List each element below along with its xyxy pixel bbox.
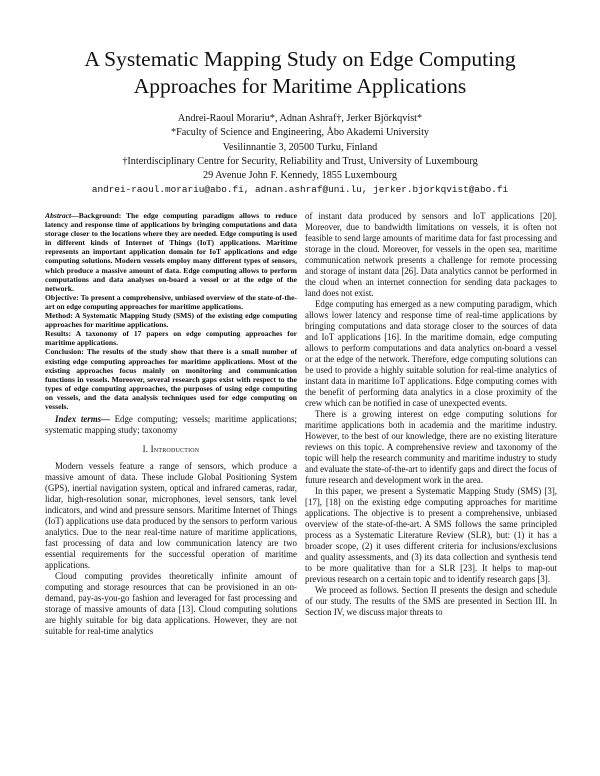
intro-paragraph-2: Cloud computing provides theoretically infinite amount of computing and storage resources that can be provisioned in an on-demand, pay-as-you-go fashion and leveraged for fast processing and storage of massive amounts of data [13]. Cloud computing solutions are highly suitable for big data applications. However, they are not suitable for real-time analytics — [45, 571, 297, 637]
affiliation-1-address: Vesilinnantie 3, 20500 Turku, Finland — [222, 141, 378, 153]
left-column — [45, 211, 297, 637]
author-block — [40, 112, 560, 198]
section-heading-introduction: I. Introduction — [142, 444, 200, 455]
right-paragraph-4: In this paper, we present a Systematic Mapping Study (SMS) [3], [17], [18] on the existing edge computing approaches for maritime applications. The objective is to present a comprehensive, unbiased overview of the state-of-the-art. A SMS follows the same principled process as a Systematic Literature Review (SLR), but: (1) it has a broader scope, (2) it uses different criteria for inclusions/exclusions and quality assessments, and (3) its data collection and synthesis tend to be more qualitative than for a SLR [23]. It helps to map-out previous research on a certain topic and to identify research gaps [3]. — [305, 486, 557, 584]
title-line-1: A Systematic Mapping Study on Edge Computing — [84, 47, 516, 71]
affiliation-1: *Faculty of Science and Engineering, Åbo Akademi University — [170, 127, 430, 139]
index-terms-text: Edge computing; vessels; maritime applications; systematic mapping study; taxonomy — [45, 414, 297, 436]
abstract — [45, 211, 297, 411]
right-paragraph-1: of instant data produced by sensors and IoT applications [20]. Moreover, due to bandwidth limitations on vessels, it is often not feasible to send large amounts of maritime data for fast processing and storage in the cloud. Moreover, for vessels in the open sea, maritime communication network presents a challenge for remote processing and storage of instant data [26]. Data analytics cannot be performed in the cloud when an internet connection for sending data packages to land does not exist. — [305, 211, 557, 298]
abstract-label: Abstract — [45, 211, 72, 220]
index-terms — [45, 414, 297, 436]
author-emails: andrei-raoul.morariu@abo.fi, adnan.ashraf@uni.lu, jerker.bjorkqvist@abo.fi — [91, 184, 509, 196]
author-names: Andrei-Raoul Morariu*, Adnan Ashraf†, Jerker Björkqvist* — [177, 113, 423, 124]
paper-title — [40, 46, 560, 100]
index-terms-label: Index terms— — [55, 414, 110, 425]
abstract-background: —Background: The edge computing paradigm allows to reduce latency and response time of applications by bringing computations and data storage closer to the locations where they are needed. Edge computing is used in different kinds of Internet of Things (IoT) applications. Maritime represents an important application domain for IoT applications and edge computing solutions. Modern vessels employ many different types of sensors, which produce a massive amount of data. Edge computing allows to perform computations and data analyses on-board a vessel or at the edge of the network. — [45, 211, 297, 293]
abstract-method: Method: A Systematic Mapping Study (SMS) of the existing edge computing approaches for maritime applications. — [45, 311, 297, 330]
abstract-objective: Objective: To present a comprehensive, unbiased overview of the state-of-the-art on edge computing approaches for maritime applications. — [45, 292, 297, 311]
affiliation-2-address: 29 Avenue John F. Kennedy, 1855 Luxembourg — [203, 170, 397, 182]
right-paragraph-3: There is a growing interest on edge computing solutions for maritime applications both in academia and the maritime industry. However, to the best of our knowledge, there are no existing literature reviews on this topic. A comprehensive review and taxonomy of the topic will help the research community and maritime industry to study and evaluate the state-of-the-art to identify gaps and direct the focus of future research and development work in the area. — [305, 409, 557, 485]
right-column — [305, 211, 557, 618]
affiliation-2: †Interdisciplinary Centre for Security, Reliability and Trust, University of Luxembourg — [122, 155, 478, 167]
right-paragraph-2: Edge computing has emerged as a new computing paradigm, which allows lower latency and response time of real-time applications by bringing computations and data storage closer to the sources of data and IoT applications [16]. In the maritime domain, edge computing allows to perform computations and data analytics on-board a vessel or at the edge of the network. Therefore, edge computing solutions can be used to provide a highly suitable solution for real-time analytics of instant data in maritime IoT applications. Edge computing comes with the benefit of performing data analytics in a close proximity of the crew which can be notified in case of unexpected events. — [305, 299, 557, 408]
abstract-conclusion: Conclusion: The results of the study show that there is a small number of existing edge computing approaches for maritime applications. Most of the existing approaches focus mainly on monitoring and communication functions in vessels. Moreover, several research gaps exist with respect to the types of edge computing approaches, the purposes of using edge computing on vessels, and the data analysis techniques used for edge computing on vessels. — [45, 347, 297, 411]
intro-paragraph-1: Modern vessels feature a range of sensors, which produce a massive amount of data. These include Global Positioning System (GPS), inertial navigation system, optical and infrared cameras, radar, lidar, high-resolution sonar, microphones, level sensors, tank level indicators, and wind and pressure sensors. Maritime Internet of Things (IoT) applications use data produced by the sensors to perform various analytics. Due to the near real-time nature of maritime applications, fast processing of data and low communication latency are two essential requirements for the successful operation of maritime applications. — [45, 461, 297, 571]
abstract-results: Results: A taxonomy of 17 papers on edge computing approaches for maritime applications. — [45, 329, 297, 348]
right-paragraph-5: We proceed as follows. Section II presents the design and schedule of our study. The results of the SMS are presented in Section III. In Section IV, we discuss major threats to — [305, 585, 557, 617]
title-line-2: Approaches for Maritime Applications — [133, 74, 467, 98]
